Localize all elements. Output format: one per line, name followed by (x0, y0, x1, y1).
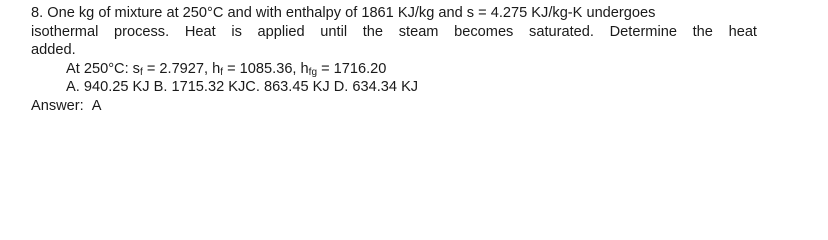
hf-value: = 1085.36, h (223, 60, 309, 77)
problem-statement-line-1: 8. One kg of mixture at 250°C and with enthalpy of 1861 KJ/kg and s = 4.275 KJ/kg-K undergoes (31, 5, 656, 21)
sf-value: = 2.7927, h (142, 60, 221, 77)
hfg-subscript: fg (308, 66, 318, 78)
answer-label: Answer: (31, 97, 84, 114)
sf-subscript: f (139, 66, 143, 78)
answer-line (31, 97, 757, 116)
given-values (31, 60, 757, 79)
problem-statement-line-2: isothermal process. Heat is applied until the steam becomes saturated. Determine the heat (31, 23, 757, 40)
hfg-value: = 1716.20 (317, 60, 387, 77)
hf-subscript: f (220, 66, 224, 78)
answer-choices: A. 940.25 KJ B. 1715.32 KJC. 863.45 KJ D. 634.34 KJ (66, 79, 419, 95)
answer-value: A (91, 97, 102, 114)
problem-document (31, 4, 757, 115)
given-prefix: At 250°C: s (66, 60, 140, 77)
problem-statement-line-3: added. (31, 42, 76, 58)
